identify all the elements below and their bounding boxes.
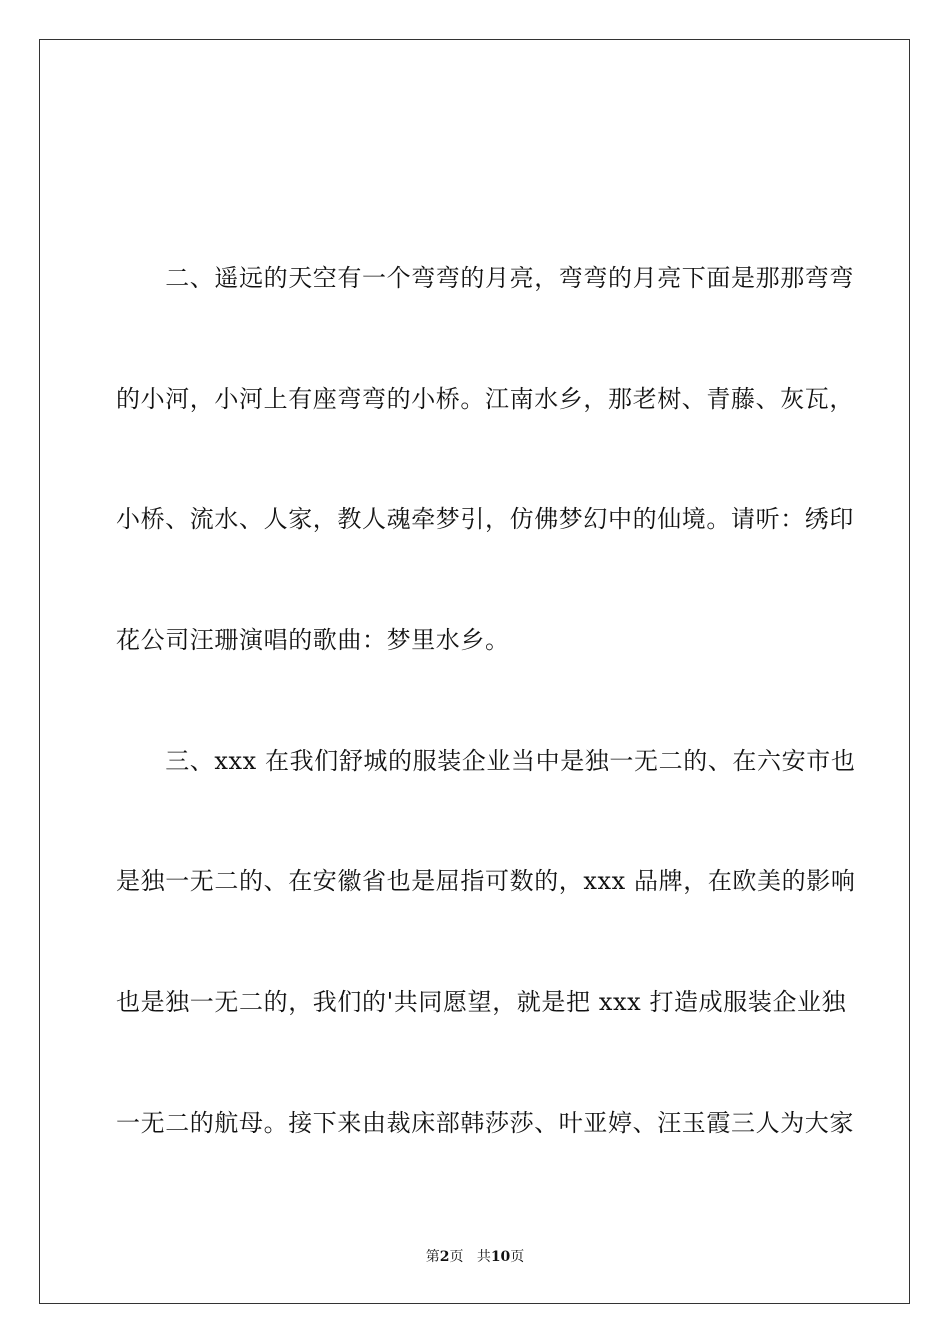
footer-total-pages: 10 [490, 1249, 511, 1265]
paragraph-3-line-2: 是独一无二的、在安徽省也是屈指可数的，xxx 品牌，在欧美的影响 [116, 867, 856, 895]
footer-total-suffix: 页 [510, 1249, 525, 1265]
footer-total-prefix: 共 [476, 1249, 491, 1265]
paragraph-3-line-1: 三、xxx 在我们舒城的服装企业当中是独一无二的、在六安市也 [116, 747, 856, 775]
footer-page-suffix: 页 [449, 1249, 464, 1265]
paragraph-2-line-1: 二、遥远的天空有一个弯弯的月亮，弯弯的月亮下面是那那弯弯 [116, 264, 854, 292]
paragraph-3-line-3: 也是独一无二的，我们的'共同愿望，就是把 xxx 打造成服装企业独 [116, 988, 847, 1016]
footer-gap [463, 1249, 476, 1265]
footer-page-prefix: 第 [425, 1249, 440, 1265]
paragraph-2-line-3: 小桥、流水、人家，教人魂牵梦引，仿佛梦幻中的仙境。请听：绣印 [116, 505, 854, 533]
paragraph-3-line-4: 一无二的航母。接下来由裁床部韩莎莎、叶亚婷、汪玉霞三人为大家 [116, 1109, 854, 1137]
page-footer [0, 1248, 950, 1266]
footer-page-number: 2 [439, 1249, 450, 1265]
paragraph-2-line-2: 的小河，小河上有座弯弯的小桥。江南水乡，那老树、青藤、灰瓦， [116, 385, 854, 413]
paragraph-2-line-4: 花公司汪珊演唱的歌曲：梦里水乡。 [116, 626, 510, 654]
